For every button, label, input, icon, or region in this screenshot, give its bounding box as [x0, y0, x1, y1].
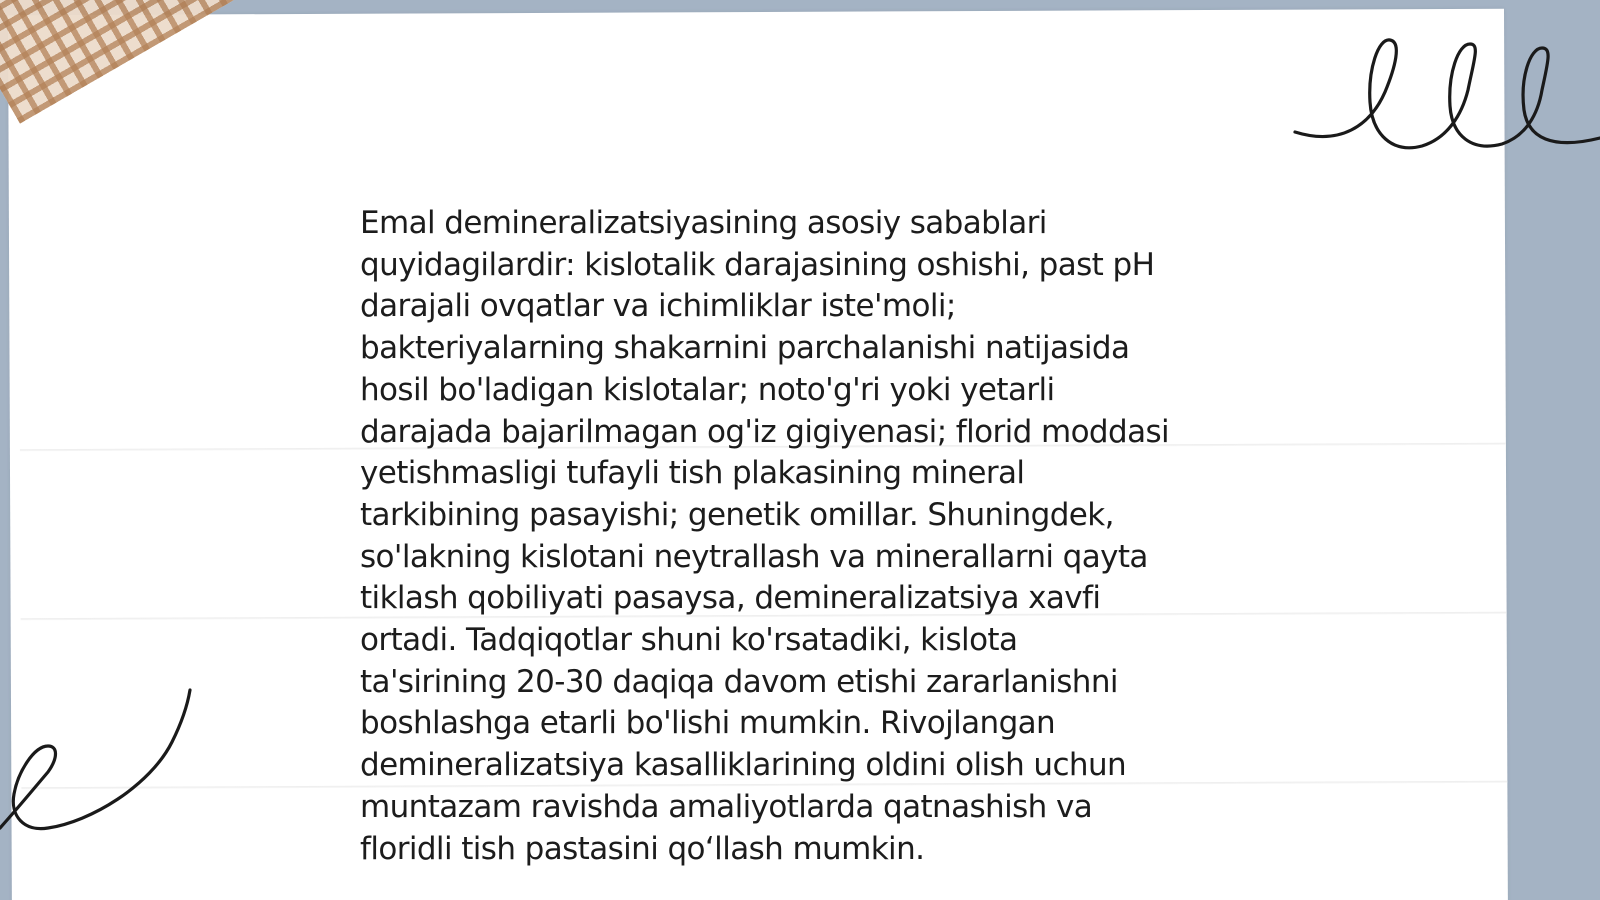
body-text: Emal demineralizatsiyasining asosiy sabablari quyidagilardir: kislotalik darajasining oshishi, past pH darajali ovqatlar va ichimliklar iste'moli; bakteriyalarning shakarnini parchalanishi natijasida hosil bo'ladigan kislotalar; noto'g'ri yoki yetarli darajada bajarilmagan og'iz gigiyenasi; florid moddasi yetishmasligi tufayli tish plakasining mineral tarkibining pasayishi; genetik omillar. Shuningdek, so'lakning kislotani neytrallash va minerallarni qayta tiklash qobiliyati pasaysa, demineralizatsiya xavfi ortadi. Tadqiqotlar shuni ko'rsatadiki, kislota ta'sirining 20-30 daqiqa davom etishi zararlanishni boshlashga etarli bo'lishi mumkin. Rivojlangan demineralizatsiya kasalliklarining oldini olish uchun muntazam ravishda amaliyotlarda qatnashish va floridli tish pastasini qo‘llash mumkin.: [360, 205, 1170, 867]
loop-scribble-icon: [1290, 30, 1600, 170]
swirl-scribble-icon: [0, 690, 200, 850]
